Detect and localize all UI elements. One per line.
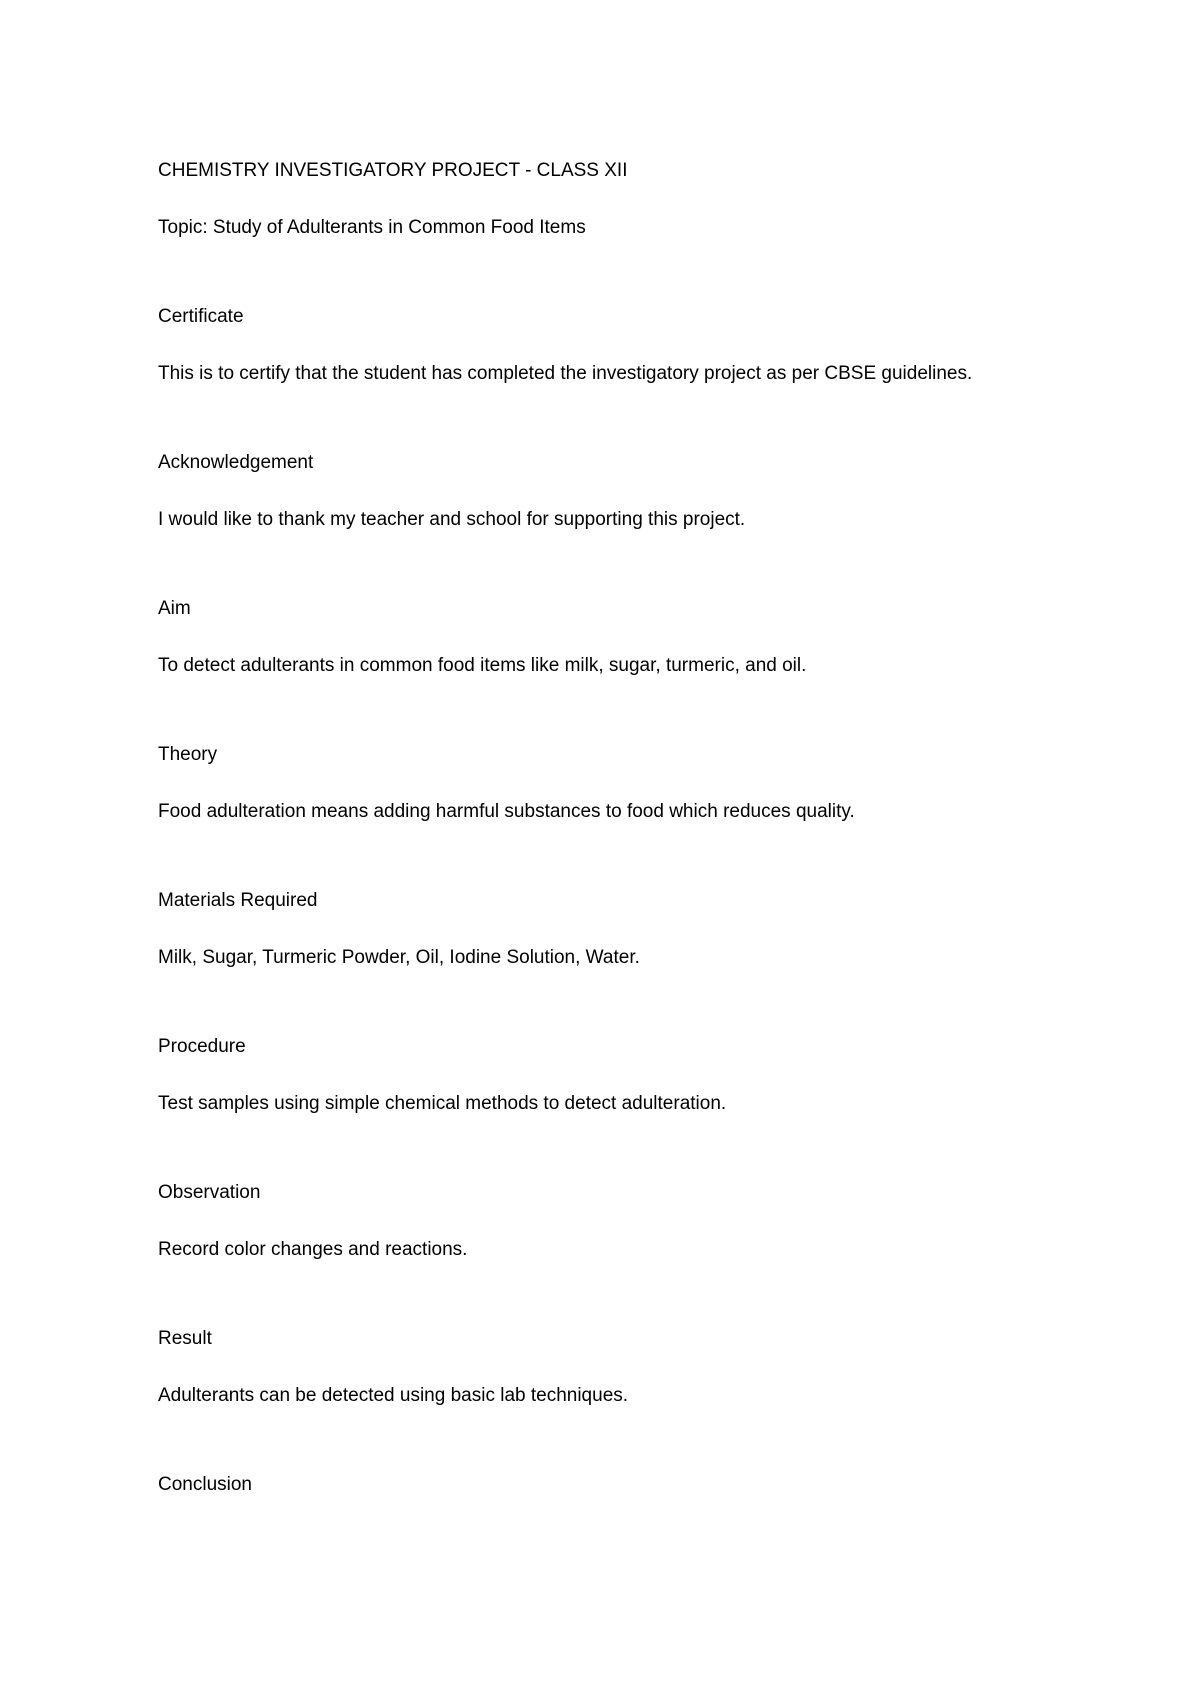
section-body-materials: Milk, Sugar, Turmeric Powder, Oil, Iodine Solution, Water. bbox=[158, 947, 640, 968]
section-body-certificate: This is to certify that the student has completed the investigatory project as per CBSE guidelines. bbox=[158, 363, 973, 384]
section-heading-theory: Theory bbox=[158, 744, 218, 765]
section-body-observation: Record color changes and reactions. bbox=[158, 1239, 468, 1260]
section-heading-materials: Materials Required bbox=[158, 890, 318, 911]
section-heading-acknowledgement: Acknowledgement bbox=[158, 452, 314, 473]
section-heading-result: Result bbox=[158, 1328, 212, 1349]
section-body-procedure: Test samples using simple chemical methods to detect adulteration. bbox=[158, 1093, 727, 1114]
section-body-acknowledgement: I would like to thank my teacher and school for supporting this project. bbox=[158, 509, 746, 530]
section-heading-conclusion: Conclusion bbox=[158, 1474, 252, 1495]
section-heading-certificate: Certificate bbox=[158, 306, 244, 327]
section-body-result: Adulterants can be detected using basic lab techniques. bbox=[158, 1385, 629, 1406]
section-body-aim: To detect adulterants in common food items like milk, sugar, turmeric, and oil. bbox=[158, 655, 807, 676]
document-topic: Topic: Study of Adulterants in Common Food Items bbox=[158, 217, 586, 238]
section-body-theory: Food adulteration means adding harmful substances to food which reduces quality. bbox=[158, 801, 855, 822]
section-heading-observation: Observation bbox=[158, 1182, 261, 1203]
document-title: CHEMISTRY INVESTIGATORY PROJECT - CLASS XII bbox=[158, 160, 628, 181]
section-heading-procedure: Procedure bbox=[158, 1036, 246, 1057]
section-heading-aim: Aim bbox=[158, 598, 191, 619]
